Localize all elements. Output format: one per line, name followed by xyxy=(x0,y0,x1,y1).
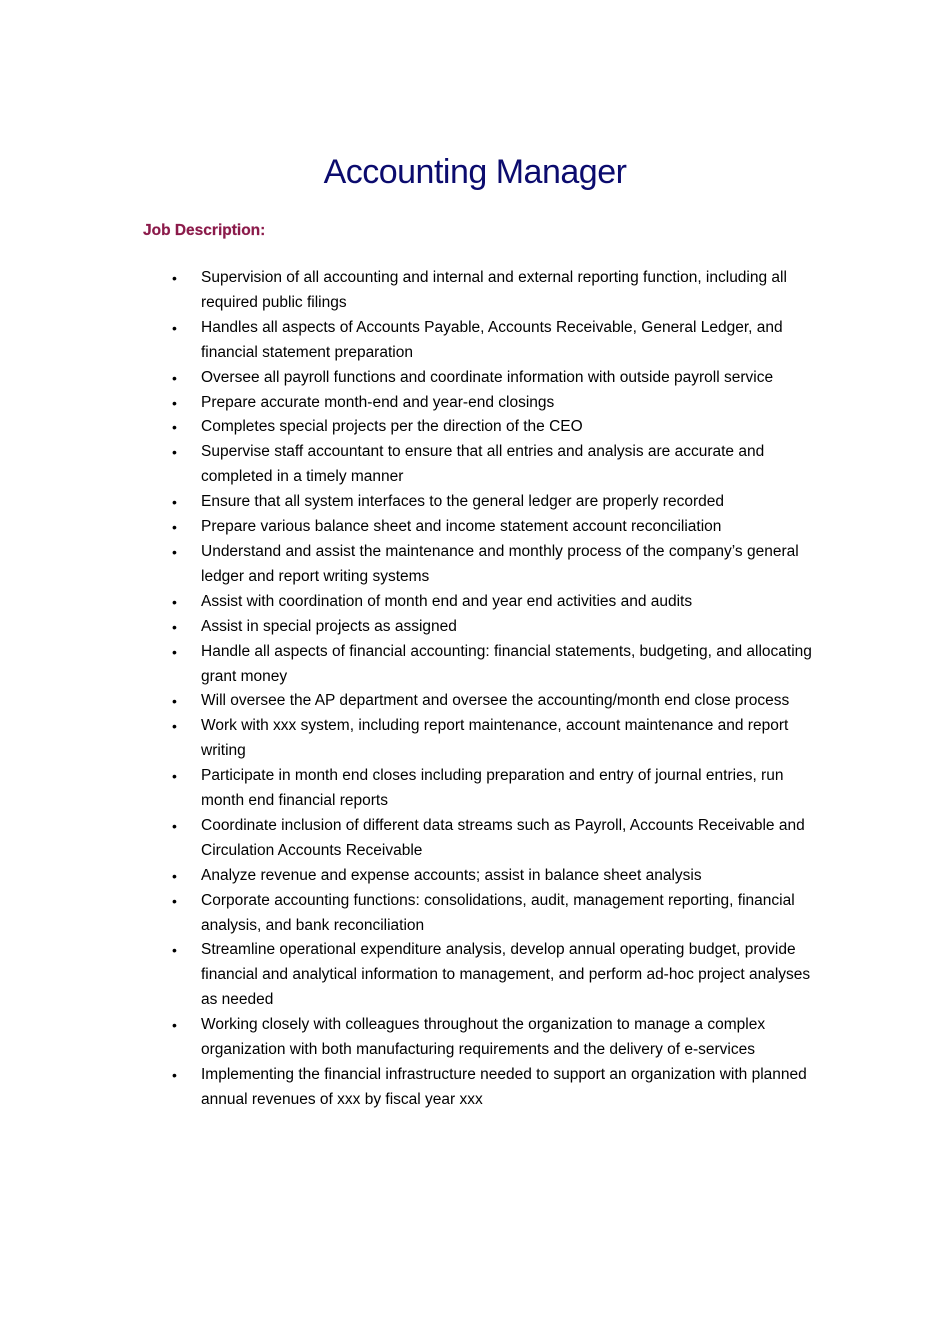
list-item-text: Streamline operational expenditure analysis, develop annual operating budget, provide financial and analytical information to management, and perform ad-hoc project analyses as needed xyxy=(201,941,811,1009)
list-item-text: Assist with coordination of month end and year end activities and audits xyxy=(201,592,693,610)
list-item-text: Handle all aspects of financial accounting: financial statements, budgeting, and allocating grant money xyxy=(201,642,812,685)
bullet-icon: • xyxy=(172,494,177,511)
list-item-text: Implementing the financial infrastructure needed to support an organization with planned annual revenues of xxx by fiscal year xxx xyxy=(201,1066,807,1108)
list-item xyxy=(0,391,821,416)
list-item xyxy=(0,1013,821,1063)
bullet-icon: • xyxy=(172,394,177,411)
list-item-text: Work with xxx system, including report maintenance, account maintenance and report writing xyxy=(201,717,789,760)
list-item-text: Corporate accounting functions: consolidations, audit, management reporting, financial analysis, and bank reconciliation xyxy=(201,891,795,934)
list-item xyxy=(0,266,821,316)
list-item-text: Oversee all payroll functions and coordinate information with outside payroll service xyxy=(201,368,774,386)
bullet-icon: • xyxy=(172,593,177,610)
bullet-icon: • xyxy=(172,892,177,909)
list-item xyxy=(0,714,821,764)
bullet-icon: • xyxy=(172,618,177,635)
bullet-icon: • xyxy=(172,419,177,436)
list-item xyxy=(0,889,821,939)
list-item xyxy=(0,615,821,640)
list-item-text: Prepare accurate month-end and year-end closings xyxy=(201,393,555,411)
list-item-text: Assist in special projects as assigned xyxy=(201,617,457,635)
list-item-text: Coordinate inclusion of different data streams such as Payroll, Accounts Receivable and Circulation Accounts Receivable xyxy=(201,816,805,859)
list-item-text: Analyze revenue and expense accounts; assist in balance sheet analysis xyxy=(201,866,702,884)
list-item-text: Handles all aspects of Accounts Payable, Accounts Receivable, General Ledger, and financial statement preparation xyxy=(201,318,783,361)
list-item xyxy=(0,440,821,490)
bullet-icon: • xyxy=(172,369,177,386)
list-item-text: Supervise staff accountant to ensure that all entries and analysis are accurate and completed in a timely manner xyxy=(201,443,765,486)
list-item xyxy=(0,515,821,540)
section-heading: Job Description: xyxy=(143,222,266,239)
bullet-icon: • xyxy=(172,270,177,286)
list-item xyxy=(0,689,821,714)
bullet-icon: • xyxy=(172,444,177,461)
bullet-icon: • xyxy=(172,867,177,884)
bullet-icon: • xyxy=(172,643,177,660)
list-item xyxy=(0,490,821,515)
bullet-icon: • xyxy=(172,543,177,560)
list-item-text: Participate in month end closes including preparation and entry of journal entries, run month end financial reports xyxy=(201,767,784,810)
list-item xyxy=(0,864,821,889)
bullet-icon: • xyxy=(172,1067,177,1083)
list-item xyxy=(0,590,821,615)
list-item-text: Completes special projects per the direction of the CEO xyxy=(201,418,583,436)
bullet-icon: • xyxy=(172,1017,177,1034)
list-item xyxy=(0,764,821,814)
bullet-icon: • xyxy=(172,519,177,536)
list-item-text: Working closely with colleagues throughout the organization to manage a complex organization with both manufacturing requirements and the delivery of e-services xyxy=(201,1016,766,1059)
list-item xyxy=(0,366,821,391)
list-item xyxy=(0,316,821,366)
list-item-text: Understand and assist the maintenance and monthly process of the company’s general ledger and report writing systems xyxy=(201,542,799,585)
list-item-text: Ensure that all system interfaces to the general ledger are properly recorded xyxy=(201,493,724,511)
bullet-icon: • xyxy=(172,693,177,710)
page-title: Accounting Manager xyxy=(323,153,627,191)
bullet-icon: • xyxy=(172,718,177,735)
list-item xyxy=(0,814,821,864)
list-item-text: Will oversee the AP department and oversee the accounting/month end close process xyxy=(201,692,790,710)
list-item xyxy=(0,415,821,440)
list-item-text: Prepare various balance sheet and income statement account reconciliation xyxy=(201,518,722,536)
bullet-icon: • xyxy=(172,942,177,959)
list-item-text: Supervision of all accounting and internal and external reporting function, including all required public filings xyxy=(201,269,787,311)
list-item xyxy=(0,540,821,590)
bullet-icon: • xyxy=(172,319,177,336)
bullet-icon: • xyxy=(172,768,177,785)
list-item xyxy=(0,1063,821,1113)
list-item xyxy=(0,640,821,690)
bullet-icon: • xyxy=(172,817,177,834)
duty-list xyxy=(0,266,950,1113)
list-item xyxy=(0,938,821,1013)
